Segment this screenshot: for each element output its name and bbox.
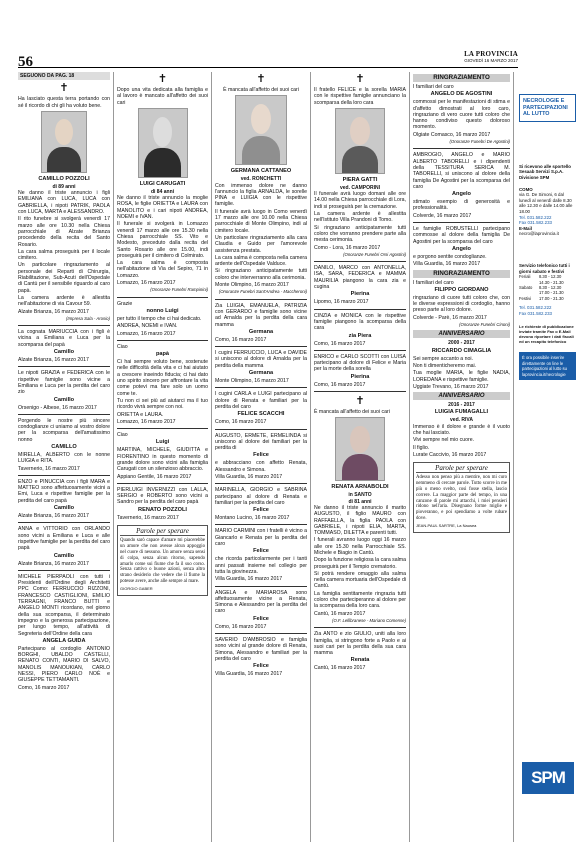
notice-name: Camillo bbox=[53, 349, 75, 356]
funeral-home: (Onoranze Funebri Sant'Andrea - Maccheroni) bbox=[218, 289, 307, 295]
funeral-home: (Onoranze Funebri Rampinini) bbox=[150, 287, 208, 293]
divider bbox=[215, 387, 307, 388]
notice-text: I cugini CARLA e LUIGI partecipano al dolore di Renata e familiari per la perdita del caro bbox=[215, 391, 307, 410]
divider bbox=[215, 524, 307, 525]
notice-date: Alzate Brianza, 16 marzo 2017 bbox=[18, 560, 89, 567]
divider bbox=[18, 325, 110, 326]
divider bbox=[215, 483, 307, 484]
divider bbox=[215, 429, 307, 430]
sidebar-phone: Tel. 031.582.222 bbox=[519, 305, 552, 311]
notice-name: ANGELO DE AGOSTINI bbox=[430, 91, 493, 98]
divider bbox=[314, 627, 406, 628]
notice-text: Ciao bbox=[117, 432, 128, 439]
notice-date: Monte Olimpino, 16 marzo 2017 bbox=[215, 378, 289, 385]
notice-text: Zia LUIGIA, EMANUELA, PATRIZIA con GERARDO e famiglie sono vicine ad Arnalda per la perdita della cara mamma bbox=[215, 302, 307, 328]
deceased-name: PIERA GATTI bbox=[342, 176, 378, 183]
deceased-name: RENATA ARNABOLDI bbox=[331, 484, 389, 491]
notice-text: La cognata MARIUCCIA con i figli è vicina a Emiliana e Luca per la scomparsa del papà bbox=[18, 329, 110, 348]
column-3 bbox=[215, 72, 307, 842]
quote-box-title: Parole per sperare bbox=[120, 528, 205, 536]
sidebar-text: Servizio telefonico tutti i giorni sabato e festivi bbox=[519, 262, 570, 274]
notice-text: MIRELLA, ALBERTO con le nonne LUIGIA e RITA. bbox=[18, 451, 110, 465]
sidebar-notice: Le richieste di pubblicazione inviate tramite Fax o E-Mail devono riportare i dati fiscali ed un recapito telefonico bbox=[519, 324, 574, 345]
notice-text: per tutto il tempo che ci hai dedicato. bbox=[117, 315, 202, 322]
sidebar-fax: Fax 031.582.233 bbox=[519, 310, 552, 316]
portrait-photo bbox=[235, 95, 287, 165]
online-notice-box: È ora possibile inserire direttamente on line le partecipazioni al lutto su laprovincia.it/necrologie bbox=[519, 352, 576, 380]
quote-text: Quando sarò capace d'amare mi piacerebbe un amore che non avesse alcun appoggio nel cuore di nessuno. Un amore senza sensi di colpa, senza alcun ritorno, sapendo amarlo come sui fiume che fa il suo corso. Senza cattivo o buone azioni, senza altro strano desiderio che vedere che il fiume la potesse avere, anche alle sempre al mare. bbox=[120, 538, 205, 584]
column-4 bbox=[314, 72, 406, 842]
notice-text: MICHELE PIERPAOLI con tutti i Presidenti dell'Ordine degli Architetti PPC Como: FERRUCCIO RIZZONI, FRANCESCO CASTIGLIONI, EMILIO TERRAGNI, FRANCO BUTTI e ANGELO MONTI ricordano, nel giorno della sua scomparsa, il determinato impegno e la generosa partecipazione, per lungo tempo, all'attività di Segreteria dell'Ordine della cara bbox=[18, 573, 110, 637]
deceased-name-married: ved. CAMPORINI bbox=[339, 184, 380, 191]
divider bbox=[314, 309, 406, 310]
notice-date: Alzate Brianza, 16 marzo 2017 bbox=[18, 308, 89, 315]
quote-box bbox=[413, 462, 510, 533]
deceased-age: di 89 anni bbox=[52, 183, 76, 190]
notice-text: La camera ardente è allestita nell'abitazione di via Cavour 59. bbox=[18, 294, 110, 308]
notice-text: La camera ardente è allestita nell'Istituto Villa Prandoni di Tomo. bbox=[314, 211, 406, 224]
notice-text: Tu non ci sei più ad aiutarci ma il tuo ricordo vivrà sempre con noi. bbox=[117, 397, 208, 411]
notice-text: ANNA e VITTORIO con ORLANDO sono vicini a Emiliana e Luca e alle rispettive famiglie per la perdita del caro papà bbox=[18, 526, 110, 552]
column-divider bbox=[513, 72, 514, 842]
notice-name: ANGELA GUIDA bbox=[42, 637, 86, 644]
notice-name: Angelo bbox=[452, 245, 471, 252]
divider bbox=[18, 414, 110, 415]
notice-text: ANDREA, NOEMI e IVAN. bbox=[117, 323, 178, 330]
notice-name: Camillo bbox=[53, 505, 75, 512]
notice-text: Il rito funebre si svolgerà venerdì 17 marzo alle ore 10.30 nella Chiesa parrocchiale di Alzate Brianza procedendo della recita del Santo Rosario. bbox=[18, 216, 110, 248]
notice-text: SAVERIO D'AMBROSIO e famiglia sono vicini al grande dolore di Renata, Simona, Alessandro e familiari per la perdita del caro bbox=[215, 637, 307, 662]
notice-text: ANGELA e MARIAROSA sono affettuosamente vicine a Renata, Simona e Alessandro per la perdita del caro bbox=[215, 589, 307, 615]
sidebar-email-label: E-Mail bbox=[519, 225, 532, 231]
column-divider bbox=[211, 72, 212, 842]
info-sidebar bbox=[519, 94, 576, 380]
divider bbox=[117, 297, 208, 298]
notice-date: Lomazzo, 16 marzo 2017 bbox=[117, 330, 176, 337]
notice-date: Lomazzo, 16 marzo 2017 bbox=[117, 418, 176, 425]
notice-date: Lomazzo, 16 marzo 2017 bbox=[117, 280, 176, 287]
notice-name: nonno Luigi bbox=[146, 307, 179, 314]
column-5 bbox=[413, 72, 510, 842]
notice-text: Sei sempre accanto a noi. bbox=[413, 355, 473, 362]
notice-name: Germana bbox=[248, 328, 274, 335]
notice-name: papà bbox=[155, 351, 170, 358]
column-divider bbox=[113, 72, 114, 842]
divider bbox=[18, 522, 110, 523]
newspaper-name: LA PROVINCIA bbox=[464, 50, 518, 58]
notice-name: Luigi bbox=[155, 439, 170, 446]
page-number: 56 bbox=[18, 54, 33, 70]
deceased-age: di 81 anni bbox=[348, 498, 372, 505]
notice-text: La famiglia sentitamente ringrazia tutti coloro che parteciperanno al dolore per la scomparsa della loro cara. bbox=[314, 590, 406, 610]
issue-date: GIOVEDÌ 16 MARZO 2017 bbox=[464, 58, 518, 63]
notice-name: RICCARDO CIMAGLIA bbox=[431, 347, 492, 354]
notice-date: Tavernerio, 16 marzo 2017 bbox=[117, 514, 179, 521]
notice-text: Il figlio. bbox=[413, 444, 430, 451]
notice-intro: È mancata all'affetto dei suoi cari bbox=[314, 409, 390, 416]
notice-name: FILIPPO GIORDANO bbox=[434, 286, 489, 293]
notice-name: Renata bbox=[350, 657, 370, 664]
funeral-home: (Onoranze Funebri Cinoni) bbox=[459, 322, 510, 328]
sidebar-email[interactable]: necro@laprovincia.it bbox=[519, 231, 559, 237]
notice-text: La cara salma proseguirà per il locale cimitero. bbox=[18, 248, 110, 262]
notice-text: ringraziano di cuore tutti coloro che, con le diverse espressioni di cordoglio, hanno preso parte al loro dolore. bbox=[413, 294, 510, 314]
notice-date: Appiano Gentile, 16 marzo 2017 bbox=[117, 473, 192, 480]
anniversary-years: 2000 - 2017 bbox=[448, 340, 475, 347]
notice-name: Pierina bbox=[350, 373, 370, 380]
notice-text: MARIO CARMINI con i fratelli è vicino a Giancarlo e Renata per la perdita del caro bbox=[215, 528, 307, 548]
notice-intro: I familiari del caro bbox=[413, 84, 454, 90]
page-header bbox=[0, 0, 580, 70]
notice-name: Angelo bbox=[452, 191, 471, 198]
notice-text: ENZO e PINUCCIA con i figli MARA e MATTEO sono affettuosamente vicini a Emi, Luca e rispettive famiglie per la perdita del caro papà bbox=[18, 478, 110, 504]
cross-icon: ✝ bbox=[157, 72, 168, 85]
portrait-photo bbox=[138, 108, 188, 178]
notice-date: Villa Guardia, 16 marzo 2017 bbox=[215, 671, 283, 678]
notice-text: e porgono sentite condoglianze. bbox=[413, 253, 487, 260]
quote-author: JEAN-PAUL SARTRE, La Nausea bbox=[416, 522, 477, 528]
column-1 bbox=[18, 72, 110, 842]
notice-text: Il funerale avrà luogo domani alle ore 14.00 nella Chiesa parrocchiale di Lora, indi si proseguirà per la cremazione. bbox=[314, 191, 406, 210]
deceased-name: GERMANA CATTANEO bbox=[230, 168, 292, 175]
notice-text: Porgendo le nostre più sincere condoglianze ci uniamo al vostro dolore per la scomparsa dell'amatissimo nonno bbox=[18, 417, 110, 443]
divider bbox=[117, 428, 208, 429]
notice-text: Ne danno il triste annuncio il marito AUGUSTO, il figlio MAURO con RAFFAELLA, la figlia PAOLA con GABRIELE, i nipoti ELIA, MARTA, TOMMASO, DILETTA e parenti tutti. bbox=[314, 504, 406, 537]
notice-date: Lipomo, 16 marzo 2017 bbox=[314, 299, 369, 306]
portrait-photo bbox=[41, 111, 87, 173]
notice-text: Si potrà rendere omaggio alla salma nella camera mortuaria dell'Ospedale di Cantù. bbox=[314, 570, 406, 590]
spm-logo: SPM bbox=[522, 762, 574, 794]
notice-date: Villa Guardia, 16 marzo 2017 bbox=[215, 473, 283, 480]
notice-text: Le nipoti GRAZIA e FEDERICA con le rispettive famiglie sono vicine a Emiliana e Luca per la perdita del caro zio bbox=[18, 370, 110, 396]
sidebar-text: Si ricevono alle sportello Sesaab Servizi S.p.A. Divisione SPM bbox=[519, 163, 571, 180]
notice-text: La cara salma è composta nella camera ardente dell'Ospedale Valduce. bbox=[215, 254, 307, 268]
notice-text: stimato esempio di generosità e professionalità. bbox=[413, 199, 510, 212]
hours-table bbox=[519, 274, 576, 301]
deceased-name: LUIGI CARUGATI bbox=[139, 180, 186, 187]
notice-text: AMBROGIO, ANGELO e MARIO ALBERTO TABORELLI e i dipendenti della TESSITURA SERICA M. TABORELLI, si uniscono al dolore della famiglia De Agostini per la scomparsa del caro bbox=[413, 152, 510, 190]
anniversary-years: 2016 - 2017 bbox=[448, 402, 475, 409]
column-divider bbox=[310, 72, 311, 842]
sidebar-fax: Fax 031.582.233 bbox=[519, 220, 552, 226]
notice-text: e abbracciano con affetto Renata, Alessandro e Simona. bbox=[215, 460, 307, 473]
cross-icon: ✝ bbox=[59, 81, 69, 95]
deceased-name-married: in SANTO bbox=[348, 492, 372, 499]
notice-date: Olgiate Comasco, 16 marzo 2017 bbox=[413, 131, 491, 138]
sidebar-heading: NECROLOGIE E PARTECIPAZIONI AL LUTTO bbox=[523, 98, 568, 118]
notice-text: DANILO, MARCO con ANTONELLA, ISA, SARA, FEDERICA e MAMMA MAURILIA piangono la cara zia e cugina bbox=[314, 265, 406, 291]
cross-icon: ✝ bbox=[355, 72, 365, 85]
quote-box-title: Parole per sperare bbox=[416, 465, 507, 473]
table-row: 14.30 - 21.30 bbox=[538, 279, 564, 285]
notice-text: ENRICO e CARLO SCOTTI con LUISA partecipano al dolore di Felice e Maria per la morte della sorella bbox=[314, 353, 406, 373]
funeral-home: (Impresa Sala - Arosio) bbox=[65, 315, 110, 321]
notice-text: Ne danno il triste annuncio la moglie ROSA, le figlie ORIETTA e LAURA con MANOLITO e i cari nipoti ANDREA, NOEMI e IVAN. bbox=[117, 195, 208, 221]
notice-name: Camillo bbox=[53, 396, 75, 403]
notice-date: Villa Guardia, 16 marzo 2017 bbox=[215, 576, 283, 583]
notice-name: Felice bbox=[253, 452, 269, 459]
quote-box bbox=[117, 525, 208, 596]
divider bbox=[18, 366, 110, 367]
notice-date: Como, 16 marzo 2017 bbox=[314, 381, 366, 388]
notice-text: Ne danno il triste annuncio i figli EMILIANA con LUCA, LUCA con GABRIELLA, i nipoti PATRIK, PAOLA con LUCA, MARTA e ALESSANDRO. bbox=[18, 190, 110, 216]
portrait-photo bbox=[335, 108, 385, 174]
notice-date: Cantù, 16 marzo 2017 bbox=[314, 610, 366, 617]
notice-intro: È mancata all'affetto dei suoi cari bbox=[223, 87, 299, 93]
notice-date: Como, 16 marzo 2017 bbox=[215, 336, 267, 343]
notice-text: PIERLUIGI INVERNIZZI con LALLA, SERGIO e ROBERTO sono vicini a Sandro per la perdita del caro papà bbox=[117, 486, 208, 506]
notice-text: Si ringraziano anticipatamente tutti coloro che interverranno alla cerimonia. bbox=[215, 268, 307, 281]
notice-text: AUGUSTO, ERMETE, ERMELINDA si uniscono al dolore dei familiari per la perdita di bbox=[215, 432, 307, 452]
notice-text: I cugini FERRUCCIO, LUCA e DAVIDE si uniscono al dolore di Arnalda per la perdita della mamma bbox=[215, 350, 307, 369]
divider bbox=[314, 350, 406, 351]
notice-intro: I familiari del caro bbox=[413, 279, 454, 286]
notice-name: FELICE SCACCHI bbox=[237, 411, 285, 418]
notice-text: Dopo la funzione religiosa la cara salma proseguirà per il Tempio crematorio. bbox=[314, 557, 406, 570]
notice-text: Si ringraziano anticipatamente tutti coloro che vorranno prendere parte alla mesta cerimonia. bbox=[314, 224, 406, 244]
divider bbox=[413, 148, 510, 149]
divider bbox=[314, 261, 406, 262]
divider bbox=[117, 340, 208, 341]
notice-intro: Ha lasciato questa terra portando con sé il ricordo di chi gli ha voluto bene. bbox=[18, 96, 110, 109]
column-2 bbox=[117, 72, 208, 842]
divider bbox=[215, 299, 307, 300]
header-rule bbox=[18, 67, 518, 68]
notice-text: Immenso è il dolore e grande è il vuoto che hai lasciato. bbox=[413, 423, 510, 436]
funeral-home: (O.F. Lellibranese - Mariano Comense) bbox=[332, 617, 406, 623]
notice-date: Como, 16 marzo 2017 bbox=[215, 419, 267, 426]
divider bbox=[18, 475, 110, 476]
notice-date: Cantù, 16 marzo 2017 bbox=[314, 665, 366, 672]
cross-icon: ✝ bbox=[256, 72, 266, 85]
notice-name: Pierina bbox=[350, 291, 370, 298]
deceased-name: CAMILLO POZZOLI bbox=[38, 175, 90, 182]
cross-icon: ✝ bbox=[355, 394, 365, 408]
divider bbox=[413, 222, 510, 223]
funeral-home: (Onoranze Funebri Orsi Agostini) bbox=[343, 251, 406, 257]
deceased-name-married: ved. RIVA bbox=[450, 417, 473, 424]
notice-name: Germana bbox=[248, 370, 274, 377]
column-divider bbox=[409, 72, 410, 842]
notice-text: MARINELLA, GIORGIO e SABRINA partecipano al dolore di Renata e familiari per la perdita del caro bbox=[215, 487, 307, 506]
notice-date: Monte Olimpino, 16 marzo 2017 bbox=[215, 282, 289, 289]
notice-text: Zia ANTO e zio GIULIO, uniti alla loro famiglia, si stringono forte a Paolo e ai suoi cari per la perdita della sua cara mamma bbox=[314, 631, 406, 657]
anniversary-title: ANNIVERSARIO bbox=[413, 330, 510, 338]
notice-text: Ci hai sempre voluto bene, sostenute nelle difficoltà della vita e ci hai aiutato a crescere inseindo fiducia; ci hai dato uno spirito sincero per affrontare la vita come potevi ma fare solo un uomo come te. bbox=[117, 359, 208, 397]
notice-date: Como, 16 marzo 2017 bbox=[18, 684, 70, 691]
notice-date: Como, 16 marzo 2017 bbox=[314, 340, 366, 347]
thanks-title: RINGRAZIAMENTO bbox=[413, 270, 510, 278]
notice-text: Un particolare ringraziamento alla cara Claudia e Guido per l'amorevole assistenza prestata. bbox=[215, 234, 307, 254]
section-title: SEGUONO DA PAG. 18 bbox=[18, 72, 110, 80]
notice-text: Partecipano al cordoglio ANTONIO BORGHI, UBALDO CASTELLI, RENATO CONTI, MARIO DI SALVO, MANOLIS MANOUKIAN, CARLO NESSI, PIERO CARLO NOÈ e GIUSEPPE TETTAMANTI. bbox=[18, 645, 110, 684]
notice-text: Un particolare ringraziamento al personale dei Reparti di Chirurgia, Riabilitazione, Sub-Acuti dell'Ospedale di Cantù per il sensibile riguardo al caro papà. bbox=[18, 262, 110, 294]
divider bbox=[117, 483, 208, 484]
notice-name: Felice bbox=[253, 548, 269, 555]
notice-text: Con immenso dolore ne danno l'annuncio la figlia ARNALDA, le sorelle PINA e LUIGIA con le rispettive famiglie. bbox=[215, 182, 307, 208]
notice-text: Vivi sempre nel mio cuore. bbox=[413, 437, 475, 444]
notice-name: RENATO POZZOLI bbox=[138, 506, 187, 513]
notice-date: Lurate Caccivio, 16 marzo 2017 bbox=[413, 451, 487, 458]
notice-text: I funerali avranno luogo oggi 16 marzo alle ore 15.30 nella Parrocchiale SS. Michele e Biagio in Cantù. bbox=[314, 537, 406, 556]
deceased-name-married: ved. RONCHETTI bbox=[240, 176, 282, 183]
notice-name: Felice bbox=[253, 615, 269, 622]
divider bbox=[215, 633, 307, 634]
notice-text: commossi per le manifestazioni di stima e d'affetto dimostrati al loro caro, ringraziano di vero cuore tutti coloro che hanno condiviso questo doloroso momento. bbox=[413, 99, 510, 131]
notice-date: Villa Guardia, 16 marzo 2017 bbox=[413, 261, 481, 268]
sidebar-header-box bbox=[519, 94, 576, 122]
notice-name: CAMILLO bbox=[51, 443, 77, 450]
quote-author: GIORGIO GABER bbox=[120, 585, 153, 591]
portrait-photo bbox=[335, 417, 385, 481]
notice-date: Alzate Brianza, 16 marzo 2017 bbox=[18, 513, 89, 520]
notice-text: Ciao bbox=[117, 343, 128, 350]
notice-name: LUIGIA FUMAGALLI bbox=[434, 409, 489, 416]
notice-date: Como - Lora, 16 marzo 2017 bbox=[314, 244, 381, 251]
notice-text: CINZIA e MONICA con le rispettive famiglie piangono la scomparsa della cara bbox=[314, 312, 406, 332]
notice-text: Grazie bbox=[117, 300, 133, 307]
notice-date: Tavernerio, 16 marzo 2017 bbox=[18, 465, 80, 472]
notice-text: Il funerale si svolgerà in Lomazzo venerdì 17 marzo alle ore 15.30 nella Chiesa parrocchiale SS. Vito e Modesto, preceduto dalla recita del Santo Rosario alle ore 15.00, indi proseguirà per il cimitero di Colmirato. bbox=[117, 221, 208, 259]
table-row: Sabato 8.30 - 12.30 bbox=[519, 284, 562, 290]
notice-name: zia Piera bbox=[348, 332, 372, 339]
notice-date: Uggiate Trevano, 16 marzo 2017 bbox=[413, 383, 489, 390]
notice-date: Colverde, 16 marzo 2017 bbox=[413, 212, 472, 219]
notice-name: Felice bbox=[253, 507, 269, 514]
notice-text: Il funerale avrà luogo in Como venerdì 17 marzo alle ore 10.00 nella Chiesa parrocchiale di Monte Olimpino, indi al cimitero locale. bbox=[215, 208, 307, 234]
sidebar-phone: Tel. 031.582.222 bbox=[519, 214, 552, 220]
divider bbox=[215, 346, 307, 347]
funeral-home: (Onoranze Funebri De Agostini) bbox=[449, 139, 510, 145]
notice-name: Camillo bbox=[53, 552, 75, 559]
notice-date: Montano Lucino, 16 marzo 2017 bbox=[215, 515, 290, 522]
notice-text: Le famiglie ROBUSTELLI partecipano commosse al dolore della famiglia De Agostini per la scomparsa del caro bbox=[413, 226, 510, 245]
notice-text: La cara salma è composta nell'abitazione di Via del Sepiro, 71 in Lomazzo. bbox=[117, 260, 208, 279]
thanks-title: RINGRAZIAMENTO bbox=[413, 74, 510, 82]
notice-name: Felice bbox=[253, 663, 269, 670]
notice-date: Alzate Brianza, 16 marzo 2017 bbox=[18, 357, 89, 364]
divider bbox=[314, 391, 406, 392]
notice-text: che ricorda particolarmente per i tanti anni passati insieme nel collegio per tutta la giovinezza. bbox=[215, 556, 307, 575]
divider bbox=[18, 570, 110, 571]
sidebar-text: via G. De Simoni, 6 dal lunedì al venerdì dalle 8.30 alle 12.30 e dalle 14.00 alle 18.00 bbox=[519, 192, 573, 214]
deceased-age: di 84 anni bbox=[150, 188, 175, 195]
quote-text: Adesso non penso più a mentire, non mi curo nemmeno di cercare parole. Tutto scorre in me più o meno svelto, così fosse stella, lascio correre. La maggior parte del tempo, in una canzone di parole mi attacchi, i miei pensieri ridono nell'aria. Disegnano forme miglie e pioveranno, e poi spendiamo a volte rubare dove. bbox=[416, 475, 507, 522]
notice-date: Orsenigo - Albese, 16 marzo 2017 bbox=[18, 404, 97, 411]
table-row: Festivi 17.00 - 21.30 bbox=[519, 295, 564, 301]
notice-text: Tua moglie MARIA, le figlie NADIA, LOREDANA e rispettive famiglie. bbox=[413, 370, 510, 383]
notice-date: Como, 16 marzo 2017 bbox=[215, 623, 267, 630]
table-row: Feriali 8.30 - 12.30 bbox=[519, 274, 562, 280]
anniversary-title: ANNIVERSARIO bbox=[413, 392, 510, 400]
notice-text: MARTINA, MICHELE, GIUDITTA e FIORENTINO in questo momento di grande dolore sono vicini alla famiglia Carugati con un silenzioso abbraccio. bbox=[117, 447, 208, 473]
divider bbox=[215, 586, 307, 587]
notice-intro: Il fratello FELICE e la sorella MARIA con le rispettive famiglie annunciano la scomparsa della loro cara bbox=[314, 87, 406, 106]
table-row: 17.00 - 21.30 bbox=[538, 290, 564, 296]
sidebar-city: COMO bbox=[519, 186, 533, 192]
notice-date: Colverde - Parè, 16 marzo 2017 bbox=[413, 314, 487, 321]
notice-text: Non ti dimenticheremo mai. bbox=[413, 362, 477, 369]
notice-intro: Dopo una vita dedicata alla famiglia e al lavoro è mancato all'affetto dei suoi cari bbox=[117, 87, 208, 106]
notice-text: ORIETTA e LAURA. bbox=[117, 411, 164, 418]
